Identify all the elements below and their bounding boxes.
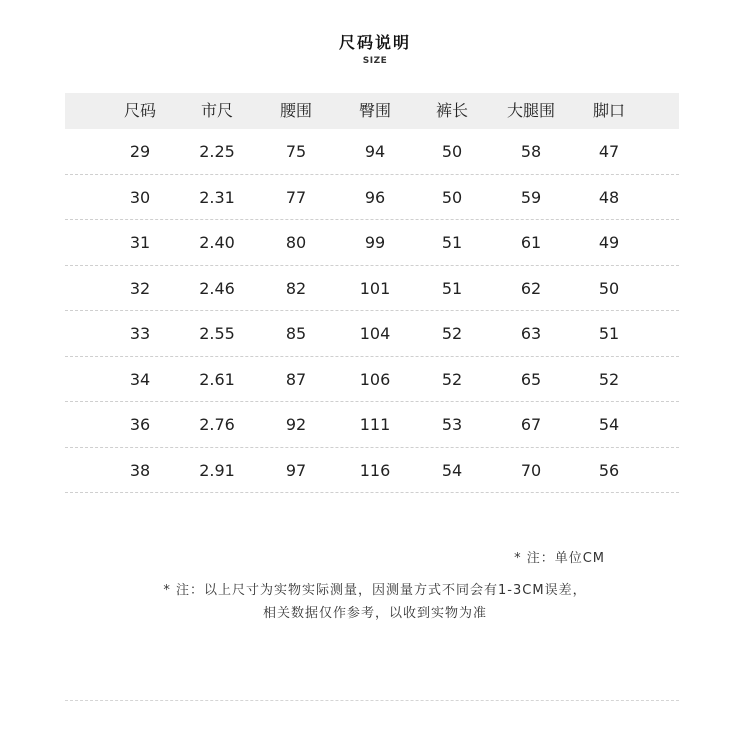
table-cell: 58	[520, 142, 542, 161]
table-cell: 32	[129, 278, 151, 298]
table-row	[65, 220, 679, 266]
header-cell-chi: 市尺	[200, 101, 233, 120]
table-cell: 52	[441, 324, 463, 343]
table-cell: 29	[129, 142, 151, 161]
table-cell: 59	[520, 187, 542, 207]
table-cell: 85	[285, 324, 307, 343]
bottom-divider	[65, 700, 679, 701]
table-cell: 2.76	[199, 415, 235, 434]
table-body	[65, 129, 679, 493]
table-cell: 49	[598, 233, 620, 252]
measurement-note-line2: 相关数据仅作参考，以收到实物为准	[262, 606, 487, 621]
measurement-note-line1: * 注：以上尺寸为实物实际测量，因测量方式不同会有1-3CM误差，	[163, 583, 587, 598]
table-row	[65, 402, 679, 448]
table-cell: 116	[359, 460, 391, 480]
table-cell: 2.55	[199, 324, 235, 343]
table-cell: 82	[285, 278, 307, 298]
table-row	[65, 266, 679, 312]
table-cell: 87	[285, 369, 307, 389]
table-header-row	[65, 93, 679, 129]
table-cell: 48	[598, 187, 620, 207]
table-cell: 50	[441, 142, 463, 161]
table-row	[65, 175, 679, 221]
table-cell: 31	[129, 233, 151, 252]
table-cell: 2.31	[199, 187, 235, 207]
header-cell-size: 尺码	[123, 101, 156, 120]
table-cell: 54	[441, 460, 463, 480]
table-cell: 51	[441, 233, 463, 252]
table-cell: 30	[129, 187, 151, 207]
table-cell: 62	[520, 278, 542, 298]
table-cell: 36	[129, 415, 151, 434]
page-subtitle: SIZE	[362, 56, 388, 66]
table-cell: 50	[598, 278, 620, 298]
table-cell: 67	[520, 415, 542, 434]
table-cell: 54	[598, 415, 620, 434]
table-cell: 56	[598, 460, 620, 480]
table-cell: 51	[441, 278, 463, 298]
header-cell-thigh: 大腿围	[506, 101, 555, 120]
table-cell: 2.25	[199, 142, 235, 161]
size-table	[65, 93, 679, 493]
table-row	[65, 129, 679, 175]
table-cell: 104	[359, 324, 391, 343]
header-cell-hem: 脚口	[592, 101, 625, 120]
table-cell: 75	[285, 142, 307, 161]
header-cell-hip: 臀围	[358, 101, 391, 120]
table-cell: 52	[598, 369, 620, 389]
table-cell: 52	[441, 369, 463, 389]
table-cell: 101	[359, 278, 391, 298]
table-cell: 92	[285, 415, 307, 434]
table-row	[65, 357, 679, 403]
table-cell: 70	[520, 460, 542, 480]
table-cell: 61	[520, 233, 542, 252]
table-cell: 65	[520, 369, 542, 389]
page-title: 尺码说明	[338, 33, 411, 52]
table-cell: 77	[285, 187, 307, 207]
table-cell: 53	[441, 415, 463, 434]
table-cell: 51	[598, 324, 620, 343]
table-cell: 97	[285, 460, 307, 480]
table-cell: 33	[129, 324, 151, 343]
table-row	[65, 448, 679, 494]
table-cell: 94	[364, 142, 386, 161]
table-cell: 2.46	[199, 278, 235, 298]
table-cell: 2.40	[199, 233, 235, 252]
header-cell-waist: 腰围	[279, 101, 312, 120]
table-cell: 80	[285, 233, 307, 252]
header-cell-length: 裤长	[435, 101, 468, 120]
table-cell: 2.61	[199, 369, 235, 389]
unit-note: * 注：单位CM	[514, 551, 605, 566]
table-cell: 2.91	[199, 460, 235, 480]
table-cell: 34	[129, 369, 151, 389]
table-cell: 96	[364, 187, 386, 207]
table-cell: 38	[129, 460, 151, 480]
table-cell: 99	[364, 233, 386, 252]
table-row	[65, 311, 679, 357]
table-cell: 111	[359, 415, 391, 434]
table-cell: 50	[441, 187, 463, 207]
table-cell: 63	[520, 324, 542, 343]
table-cell: 47	[598, 142, 620, 161]
table-cell: 106	[359, 369, 391, 389]
